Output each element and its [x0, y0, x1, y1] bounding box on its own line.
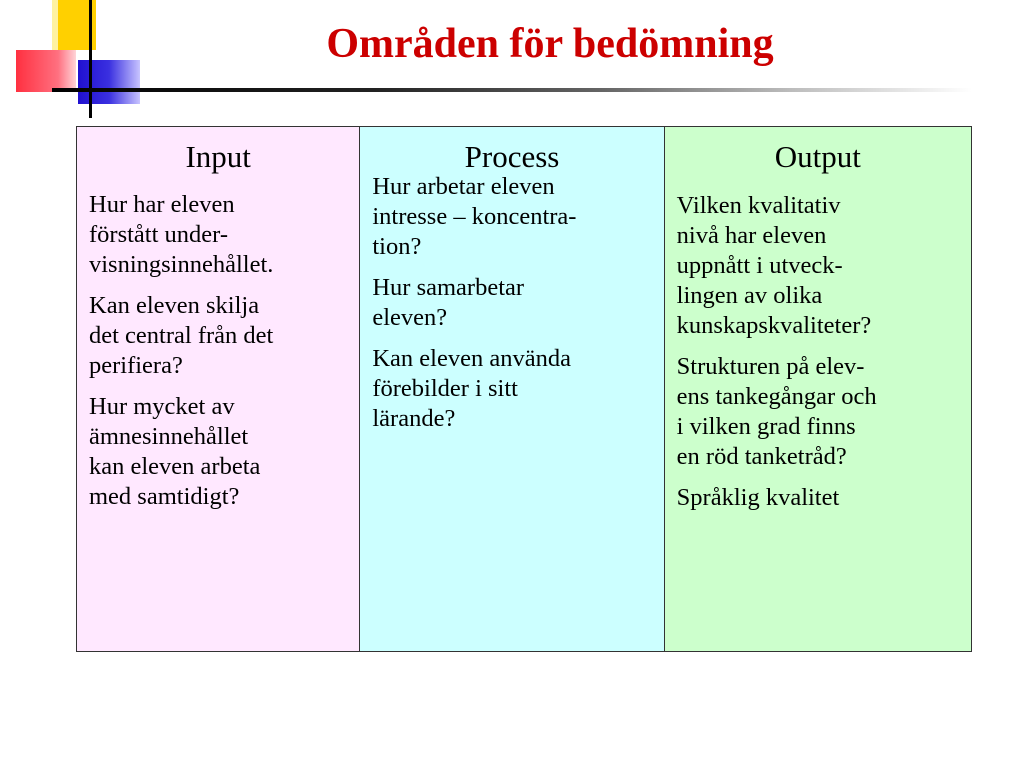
paragraph-line: Strukturen på elev-: [676, 353, 865, 380]
paragraph-line: Hur arbetar eleven: [372, 173, 555, 200]
column-body: [77, 175, 359, 512]
column-output: [664, 127, 971, 651]
assessment-table: [76, 126, 972, 652]
column-input: [77, 127, 359, 651]
question-paragraph: [89, 190, 351, 280]
logo-red-square: [16, 50, 76, 92]
logo-blue-square: [78, 60, 140, 104]
question-paragraph: [677, 191, 963, 341]
question-paragraph: [89, 291, 351, 381]
paragraph-line: Hur samarbetar: [372, 274, 525, 301]
question-paragraph: [372, 172, 655, 262]
paragraph-line: kunskapskvaliteter?: [676, 312, 872, 339]
paragraph-line: lärande?: [372, 405, 456, 432]
paragraph-line: förstått under-: [89, 221, 228, 248]
paragraph-line: Kan eleven använda: [372, 345, 571, 372]
paragraph-line: förebilder i sitt: [372, 375, 518, 402]
column-heading: Process: [464, 139, 560, 174]
paragraph-line: perifiera?: [89, 352, 183, 379]
paragraph-line: visningsinnehållet.: [89, 251, 274, 278]
paragraph-line: Språklig kvalitet: [676, 484, 840, 511]
question-paragraph: [89, 392, 351, 512]
paragraph-line: med samtidigt?: [89, 483, 240, 510]
paragraph-line: Hur mycket av: [89, 393, 235, 420]
paragraph-line: tion?: [372, 233, 422, 260]
paragraph-line: Vilken kvalitativ: [676, 192, 841, 219]
column-process: [359, 127, 663, 651]
question-paragraph: [372, 344, 655, 434]
paragraph-line: intresse – koncentra-: [372, 203, 577, 230]
paragraph-line: eleven?: [372, 304, 448, 331]
paragraph-line: en röd tanketråd?: [676, 443, 847, 470]
title-underline: [52, 88, 972, 92]
paragraph-line: kan eleven arbeta: [89, 453, 261, 480]
decorative-logo: [0, 0, 150, 120]
column-body: [360, 172, 663, 434]
paragraph-line: uppnått i utveck-: [676, 252, 843, 279]
slide-title: Områden för bedömning: [326, 21, 774, 67]
paragraph-line: det central från det: [89, 322, 274, 349]
column-body: [665, 175, 971, 513]
paragraph-line: nivå har eleven: [676, 222, 827, 249]
question-paragraph: [372, 273, 655, 333]
column-heading: Output: [774, 139, 861, 174]
paragraph-line: Hur har eleven: [89, 191, 235, 218]
paragraph-line: lingen av olika: [676, 282, 823, 309]
question-paragraph: [677, 352, 963, 472]
paragraph-line: Kan eleven skilja: [89, 292, 260, 319]
question-paragraph: [677, 483, 963, 513]
logo-vertical-line: [89, 0, 92, 118]
paragraph-line: ens tankegångar och: [676, 383, 877, 410]
column-heading: Input: [185, 139, 251, 174]
paragraph-line: ämnesinnehållet: [89, 423, 249, 450]
paragraph-line: i vilken grad finns: [676, 413, 856, 440]
